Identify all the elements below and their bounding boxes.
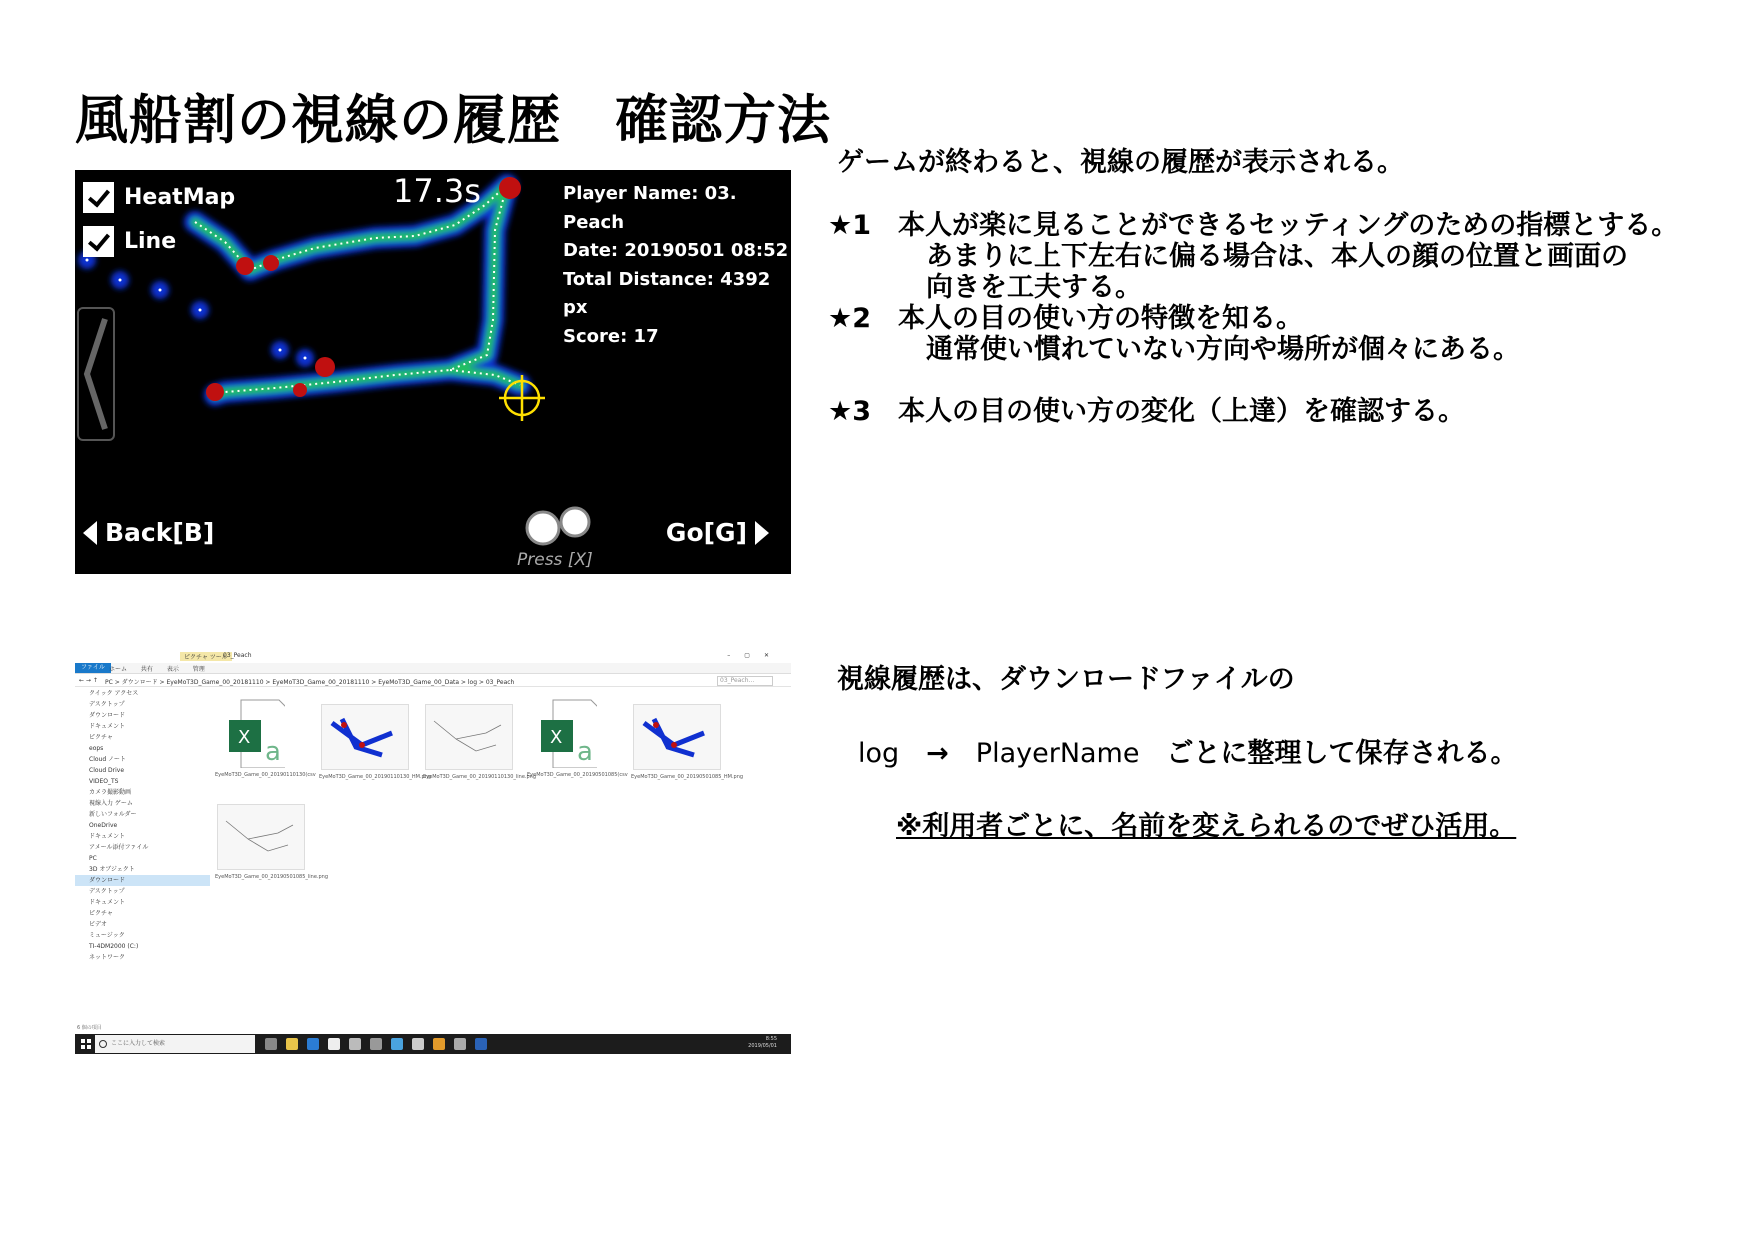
file-name: EyeMoT3D_Game_00_20190501085_line.png (215, 874, 329, 880)
back-button[interactable] (83, 518, 214, 547)
nav-item[interactable]: クイック アクセス (89, 690, 139, 697)
heatmap-checkbox[interactable] (83, 182, 235, 213)
nav-arrows-icon[interactable]: ← → ↑ (79, 677, 98, 684)
checkbox-checked-icon (83, 226, 114, 257)
excel-file-icon (217, 698, 305, 768)
file-item[interactable] (423, 698, 537, 781)
nav-item[interactable]: Cloud Drive (89, 767, 125, 774)
app-icon[interactable] (433, 1038, 445, 1050)
picture-tools-tab[interactable]: ピクチャ ツール (180, 652, 232, 661)
point-1: ★1 本人が楽に見ることができるセッティングのための指標とする。 (828, 210, 1679, 241)
elapsed-timer: 17.3s (393, 172, 481, 210)
nav-item[interactable]: ビデオ (89, 921, 107, 928)
log-folder-label: log (858, 738, 900, 769)
ribbon-tabs[interactable]: ホーム 共有 表示 管理 (109, 666, 205, 673)
nav-item[interactable]: デスクトップ (89, 701, 125, 708)
svg-text:a: a (265, 737, 281, 767)
file-item[interactable] (215, 798, 329, 881)
window-title: 03_Peach (223, 652, 252, 659)
triangle-left-icon (83, 521, 97, 545)
chevron-left-icon (79, 309, 113, 439)
nav-item[interactable]: 新しいフォルダー (89, 811, 137, 818)
go-button[interactable] (666, 518, 769, 547)
svg-text:a: a (577, 737, 593, 767)
app-icon[interactable] (370, 1038, 382, 1050)
excel-file-icon (529, 698, 617, 768)
line-checkbox[interactable] (83, 226, 176, 257)
nav-item[interactable]: VIDEO_TS (89, 778, 119, 785)
point-2: ★2 本人の目の使い方の特徴を知る。 (828, 303, 1303, 334)
heatmap-image-icon (321, 704, 409, 770)
file-name: EyeMoT3D_Game_00_20190110130(csv (215, 772, 316, 778)
nav-item[interactable]: ドキュメント (89, 899, 126, 906)
nav-item[interactable]: アメール添付ファイル (89, 844, 149, 851)
log-path-description (858, 738, 1517, 769)
file-name: EyeMoT3D_Game_00_20190501085(csv (527, 772, 628, 778)
svg-text:X: X (238, 727, 251, 748)
address-bar (75, 676, 791, 687)
file-name: EyeMoT3D_Game_00_20190110130_HM.png (319, 774, 432, 780)
player-name: Player Name: 03. Peach (563, 183, 737, 233)
nav-item[interactable]: ピクチャ (89, 910, 113, 917)
window-controls[interactable]: –▢✕ (727, 652, 783, 659)
file-name: EyeMoT3D_Game_00_20190501085_HM.png (631, 774, 744, 780)
windows-start-icon[interactable] (81, 1039, 91, 1049)
explorer-titlebar (75, 650, 791, 662)
nav-item[interactable]: ピクチャ (89, 734, 113, 741)
triangle-right-icon (755, 521, 769, 545)
page-title: 風船割の視線の履歴 確認方法 (75, 90, 831, 151)
line-checkbox-label: Line (124, 229, 177, 254)
point-1-detail-a: あまりに上下左右に偏る場合は、本人の顔の位置と画面の (926, 241, 1628, 272)
nav-item[interactable]: ドキュメント (89, 833, 126, 840)
word-icon[interactable] (475, 1038, 487, 1050)
line-image-icon (217, 804, 305, 870)
chrome-icon[interactable] (412, 1038, 424, 1050)
nav-item[interactable]: 視線入力 ゲーム (89, 800, 133, 807)
file-name: EyeMoT3D_Game_00_20190110130_line.png (423, 774, 537, 780)
total-distance: Total Distance: 4392 px (563, 268, 771, 318)
file-item[interactable] (631, 698, 744, 781)
nav-item[interactable]: eops (89, 745, 104, 752)
nav-item[interactable]: ミュージック (89, 932, 125, 939)
nav-item[interactable]: ネットワーク (89, 954, 126, 961)
explorer-search-input[interactable]: 03_Peach... (717, 676, 773, 686)
clock-time: 8:55 (765, 1036, 777, 1042)
score: Score: 17 (563, 325, 659, 347)
gaze-history-screen (75, 170, 791, 574)
address-path[interactable]: PC > ダウンロード > EyeMoT3D_Game_00_20181110 > EyeMoT3D_Game_00_20181110 > EyeMoT3D_Game_00_Data > log > 03_Peach (105, 679, 515, 686)
go-button-label: Go[G] (665, 518, 747, 547)
heatmap-image-icon (633, 704, 721, 770)
press-x-label[interactable]: Press [X] (517, 550, 593, 570)
mail-icon[interactable] (349, 1038, 361, 1050)
nav-item[interactable]: OneDrive (89, 822, 118, 829)
file-explorer-window (75, 650, 791, 1054)
task-view-icon[interactable] (265, 1038, 277, 1050)
nav-item[interactable]: PC (89, 855, 97, 862)
nav-item[interactable]: ダウンロード (75, 875, 210, 886)
store-icon[interactable] (328, 1038, 340, 1050)
ribbon-file-tab[interactable]: ファイル (75, 663, 111, 673)
taskbar-apps (265, 1038, 487, 1050)
nav-item[interactable]: カメラ撮影動画 (89, 789, 132, 796)
point-1-detail-b: 向きを工夫する。 (926, 272, 1142, 303)
nav-item[interactable]: ドキュメント (89, 723, 126, 730)
nav-item[interactable]: Cloud ノート (89, 756, 126, 763)
taskbar (75, 1034, 791, 1054)
point-2-detail: 通常使い慣れていない方向や場所が個々にある。 (926, 334, 1520, 365)
intro-text: ゲームが終わると、視線の履歴が表示される。 (837, 147, 1404, 178)
file-item[interactable] (319, 698, 432, 781)
log-save-text: ごとに整理して保存される。 (1139, 738, 1518, 769)
line-image-icon (425, 704, 513, 770)
session-date: Date: 20190501 08:52 (563, 240, 789, 261)
file-explorer-icon[interactable] (286, 1038, 298, 1050)
file-item[interactable] (215, 698, 316, 779)
taskbar-clock[interactable] (748, 1036, 777, 1050)
heatmap-checkbox-label: HeatMap (124, 185, 236, 210)
taskbar-search-input[interactable]: ここに入力して検索 (95, 1035, 255, 1053)
nav-item[interactable]: ダウンロード (89, 712, 126, 719)
playername-label: PlayerName (975, 738, 1140, 769)
edge-icon[interactable] (307, 1038, 319, 1050)
file-item[interactable] (527, 698, 628, 779)
point-3: ★3 本人の目の使い方の変化（上達）を確認する。 (828, 396, 1465, 427)
nav-item[interactable]: 3D オブジェクト (89, 866, 135, 873)
app-icon[interactable] (391, 1038, 403, 1050)
clock-date: 2019/05/01 (748, 1043, 777, 1049)
usage-note: ※利用者ごとに、名前を変えられるのでぜひ活用。 (896, 811, 1517, 842)
navigation-pane (75, 688, 210, 1018)
arrow-right-icon: → (899, 738, 976, 769)
press-x-logo-icon (527, 508, 589, 544)
nav-item[interactable]: TI-4DM2000 (C:) (89, 943, 139, 950)
checkbox-checked-icon (83, 182, 114, 213)
app-icon[interactable] (454, 1038, 466, 1050)
back-button-label: Back[B] (105, 518, 215, 547)
previous-arrow-button[interactable] (77, 307, 115, 441)
svg-text:X: X (550, 727, 563, 748)
status-bar: 6 個の項目 (77, 1025, 102, 1031)
nav-item[interactable]: デスクトップ (89, 888, 125, 895)
result-info (563, 180, 791, 351)
log-description: 視線履歴は、ダウンロードファイルの (837, 664, 1295, 695)
ribbon (75, 663, 791, 674)
